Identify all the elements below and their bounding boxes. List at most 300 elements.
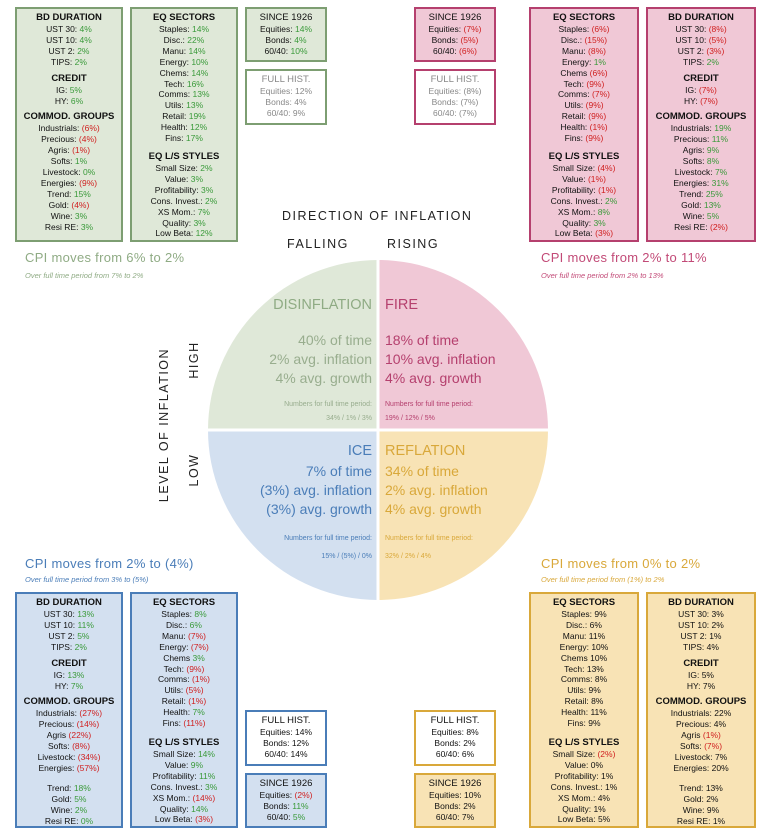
row-value: 9%	[190, 759, 204, 770]
row-value: 12%	[190, 122, 208, 133]
row-value: (27%)	[79, 708, 103, 719]
styles-list	[136, 749, 232, 825]
row-value: (14%)	[192, 792, 216, 803]
row-label: Energy:	[562, 56, 592, 67]
fire-time: 18% of time	[385, 332, 459, 348]
blue-box-equities	[130, 592, 238, 828]
row-label: Health:	[560, 122, 588, 133]
row-value: (11%)	[183, 718, 206, 729]
row-value: (1%)	[702, 730, 721, 741]
yellow-box-bonds-commodities	[646, 592, 756, 828]
row-value: (3%)	[595, 228, 614, 239]
row-label: Industrials:	[35, 708, 78, 719]
data-row	[21, 752, 117, 763]
row-value: (8%)	[588, 45, 606, 56]
row-label: Retail:	[561, 111, 586, 122]
row-value: 7%	[192, 707, 205, 718]
row-value: (8%)	[72, 741, 91, 752]
data-row	[136, 620, 232, 631]
row-label: Low Beta:	[554, 228, 593, 239]
data-row	[652, 783, 750, 794]
row-value: (4%)	[597, 162, 616, 173]
row-label: Tech:	[164, 78, 185, 89]
row-value: 2%	[706, 793, 719, 804]
row-value: 1%	[601, 770, 614, 781]
section-title: EQ SECTORS	[552, 597, 616, 608]
row-label: Bonds:	[265, 34, 292, 45]
row-label: UST 2:	[680, 630, 707, 641]
row-value: 10%	[290, 45, 308, 56]
ice-time: 7% of time	[305, 463, 372, 479]
row-label: Utils:	[564, 100, 584, 111]
row-label: Wine:	[682, 210, 705, 221]
row-label: Fins:	[162, 718, 181, 729]
row-label: Bonds:	[431, 34, 459, 45]
row-label: Resi RE:	[674, 221, 708, 232]
row-value: (7%)	[188, 630, 206, 641]
row-value: 12%	[294, 86, 312, 96]
row-label: Retail:	[564, 696, 589, 707]
row-value: (4%)	[71, 199, 90, 210]
bd-list	[21, 609, 117, 653]
row-label: Energy:	[159, 641, 189, 652]
row-label: Precious:	[38, 719, 75, 730]
data-row	[21, 741, 117, 752]
hist-title: FULL HIST.	[261, 715, 311, 726]
data-row	[21, 783, 117, 794]
row-label: Health:	[561, 707, 589, 718]
row-label: Quality:	[159, 803, 189, 814]
row-label: HY:	[686, 680, 701, 691]
row-label: XS Mom.:	[558, 792, 596, 803]
row-value: 0%	[82, 167, 96, 178]
row-value: 25%	[705, 188, 723, 199]
row-value: (7%)	[698, 84, 717, 95]
data-row	[420, 812, 490, 823]
row-label: Livestock:	[42, 167, 81, 178]
ice-note: Numbers for full time period:	[284, 535, 372, 542]
cpi-blue-main: CPI moves from 2% to (4%)	[25, 556, 194, 571]
data-row	[136, 760, 232, 771]
row-label: Small Size:	[155, 162, 198, 173]
row-value: 3%	[711, 609, 724, 619]
data-row	[21, 631, 117, 642]
row-value: (9%)	[585, 133, 604, 144]
row-value: 10%	[590, 652, 608, 663]
row-value: (2%)	[709, 221, 728, 232]
row-label: Low Beta:	[557, 814, 596, 825]
row-label: Energy:	[559, 641, 589, 652]
row-value: (5%)	[708, 34, 727, 45]
row-value: 3%	[205, 781, 218, 792]
row-label: Energies:	[673, 762, 710, 773]
bd-list	[652, 609, 750, 653]
row-label: Gold:	[681, 199, 702, 210]
row-label: XS Mom.:	[558, 206, 596, 217]
fire-full: 19% / 12% / 5%	[385, 415, 435, 422]
row-value: (15%)	[584, 34, 608, 45]
row-value: 11%	[711, 134, 729, 145]
row-label: Industrials:	[670, 123, 712, 134]
row-value: 2%	[200, 162, 213, 173]
row-label: HY:	[683, 95, 698, 106]
row-label: Softs:	[50, 156, 73, 167]
row-value: 22%	[187, 34, 205, 45]
row-value: 1%	[605, 781, 618, 792]
row-value: (34%)	[77, 752, 101, 763]
data-row	[21, 620, 117, 631]
disinflation-inflation: 2% avg. inflation	[269, 351, 372, 367]
data-row	[535, 620, 633, 631]
data-row	[652, 794, 750, 805]
disinflation-note: Numbers for full time period:	[284, 401, 372, 408]
row-label: Agris:	[47, 145, 70, 156]
row-value: 2%	[463, 800, 476, 811]
row-label: Trend:	[679, 188, 704, 199]
section-title: EQ L/S STYLES	[548, 736, 620, 748]
row-label: Comms:	[560, 674, 593, 685]
data-row	[21, 670, 117, 681]
row-label: Value:	[164, 759, 189, 770]
reflation-note: Numbers for full time period:	[385, 535, 473, 542]
row-label: Equities:	[260, 727, 293, 737]
section-title: EQ SECTORS	[152, 597, 216, 608]
data-row	[136, 814, 232, 825]
row-value: 12%	[195, 228, 213, 239]
row-label: 60/40:	[435, 748, 460, 759]
row-value: 5%	[77, 630, 90, 641]
data-row	[652, 708, 750, 719]
row-label: Fins:	[165, 133, 184, 144]
row-label: TIPS:	[51, 56, 73, 67]
row-label: Trend:	[679, 782, 704, 793]
credit-list	[21, 670, 117, 692]
row-label: Tech:	[564, 663, 585, 674]
section-title: EQ L/S STYLES	[148, 150, 220, 162]
row-label: Small Size:	[153, 748, 196, 759]
row-value: 2%	[205, 195, 218, 206]
row-label: Equities:	[428, 24, 462, 34]
row-label: Manu:	[162, 45, 187, 56]
data-row	[652, 730, 750, 741]
row-label: Wine:	[50, 804, 73, 815]
row-value: 22%	[714, 708, 732, 719]
hist-list	[251, 727, 321, 760]
row-label: Cons. Invest.:	[550, 195, 603, 206]
row-value: (1%)	[72, 145, 91, 156]
blue-since-1926	[245, 773, 327, 828]
row-value: 3%	[201, 184, 214, 195]
row-label: Energies:	[38, 762, 75, 773]
cpi-yellow-main: CPI moves from 0% to 2%	[541, 556, 701, 571]
row-value: 9%	[706, 145, 720, 156]
disinflation-time: 40% of time	[298, 332, 372, 348]
row-value: (7%)	[190, 641, 209, 652]
data-row	[535, 696, 633, 707]
row-value: 8%	[466, 727, 479, 737]
row-label: Quality:	[562, 803, 592, 814]
row-value: (4%)	[78, 134, 97, 145]
rising-label: RISING	[387, 237, 440, 251]
row-value: 9%	[706, 804, 720, 815]
data-row	[21, 816, 117, 827]
row-label: Industrials:	[38, 123, 80, 134]
yellow-full-hist	[414, 710, 496, 766]
spacer	[21, 774, 117, 783]
row-value: 5%	[74, 793, 87, 804]
row-label: Precious:	[675, 719, 712, 730]
row-label: Manu:	[562, 45, 586, 56]
data-row	[652, 642, 750, 653]
row-value: (57%)	[76, 762, 100, 773]
data-row	[21, 794, 117, 805]
data-row	[21, 719, 117, 730]
reflation-inflation: 2% avg. inflation	[385, 482, 488, 498]
row-value: 3%	[192, 652, 205, 663]
row-value: 14%	[294, 727, 312, 737]
data-row	[136, 749, 232, 760]
row-value: (22%)	[68, 730, 92, 741]
sectors-list	[136, 609, 232, 729]
data-row	[535, 804, 633, 815]
row-label: Softs:	[679, 741, 702, 752]
blue-box-bonds-commodities	[15, 592, 123, 828]
row-label: IG:	[55, 84, 68, 95]
row-label: Agris	[681, 730, 701, 741]
row-label: 60/40:	[433, 107, 457, 118]
low-label: LOW	[187, 453, 201, 487]
row-value: 10%	[463, 790, 481, 800]
ice-growth: (3%) avg. growth	[266, 501, 372, 517]
data-row	[251, 812, 321, 823]
section-title: EQ L/S STYLES	[148, 736, 220, 748]
row-value: (8%)	[708, 24, 727, 34]
row-label: 60/40:	[266, 107, 291, 118]
row-label: Value:	[564, 759, 589, 770]
row-label: Livestock:	[674, 167, 713, 178]
sectors-list	[535, 609, 633, 729]
row-value: 4%	[713, 719, 727, 730]
row-label: Value:	[164, 173, 189, 184]
high-label: HIGH	[187, 341, 201, 379]
row-value: (5%)	[185, 685, 204, 696]
row-label: Bonds:	[263, 737, 290, 748]
row-label: UST 30:	[46, 24, 78, 34]
since-list	[251, 790, 321, 823]
row-label: Equities:	[259, 790, 293, 800]
row-value: (1%)	[188, 696, 207, 707]
row-label: 60/40:	[264, 748, 289, 759]
row-label: Utils:	[164, 685, 184, 696]
row-label: Trend:	[47, 188, 72, 199]
hist-title: FULL HIST.	[261, 74, 311, 85]
section-title: BD DURATION	[668, 597, 734, 608]
row-value: 7%	[714, 752, 728, 763]
data-row	[652, 620, 750, 631]
data-row	[21, 805, 117, 816]
row-label: Chems:	[159, 67, 189, 78]
row-value: (7%)	[700, 95, 719, 106]
data-row	[136, 642, 232, 653]
row-label: Small Size:	[552, 748, 596, 759]
row-label: TIPS:	[683, 56, 705, 67]
data-row	[535, 653, 633, 664]
row-value: 11%	[77, 619, 94, 630]
row-label: Staples:	[161, 609, 193, 619]
row-label: UST 10:	[46, 34, 78, 45]
row-label: 60/40:	[266, 811, 291, 822]
row-label: Resi RE:	[676, 815, 711, 826]
row-value: (7%)	[704, 741, 723, 752]
row-label: Agris	[46, 730, 67, 741]
data-row	[136, 718, 232, 729]
data-row	[535, 793, 633, 804]
row-value: 5%	[292, 811, 306, 822]
row-label: UST 10:	[44, 619, 76, 630]
row-value: 8%	[597, 206, 610, 217]
row-value: 18%	[73, 782, 91, 793]
row-label: Equities:	[431, 727, 464, 737]
data-row	[136, 631, 232, 642]
row-label: 60/40:	[435, 811, 460, 822]
row-label: Profitability:	[152, 770, 197, 781]
row-value: 6%	[189, 619, 202, 630]
row-value: 7%	[702, 680, 716, 691]
yellow-box-equities	[529, 592, 639, 828]
row-value: 5%	[706, 210, 720, 221]
row-value: 3%	[74, 210, 88, 221]
row-label: IG:	[53, 669, 65, 680]
since-title: SINCE 1926	[259, 778, 313, 789]
row-label: Staples:	[561, 609, 593, 619]
styles-list	[535, 749, 633, 825]
data-row	[652, 816, 750, 827]
row-label: Quality:	[562, 217, 592, 228]
section-title: BD DURATION	[668, 12, 734, 23]
row-value: 16%	[186, 78, 204, 89]
data-row	[420, 738, 490, 749]
row-value: (9%)	[186, 663, 205, 674]
row-value: 14%	[191, 67, 209, 78]
row-value: 4%	[294, 34, 307, 45]
data-row	[652, 631, 750, 642]
row-value: 13%	[586, 663, 604, 674]
data-row	[535, 782, 633, 793]
row-label: Retail:	[161, 696, 186, 707]
data-row	[251, 749, 321, 760]
row-label: Bonds:	[434, 800, 461, 811]
blue-full-hist	[245, 710, 327, 766]
row-value: 1%	[709, 630, 722, 641]
row-label: Manu:	[162, 630, 186, 641]
row-value: 19%	[188, 111, 206, 122]
row-value: (9%)	[585, 100, 604, 111]
row-value: 14%	[294, 24, 312, 34]
row-label: Disc.:	[163, 34, 185, 45]
data-row	[136, 609, 232, 620]
row-label: UST 2:	[48, 630, 75, 641]
row-label: Small Size:	[552, 162, 596, 173]
cpi-green-sub: Over full time period from 7% to 2%	[25, 271, 144, 280]
credit-list	[652, 670, 750, 692]
row-label: Resi RE:	[44, 221, 79, 232]
ice-title: ICE	[347, 443, 372, 459]
row-label: Equities:	[260, 86, 293, 96]
row-label: Wine:	[682, 804, 705, 815]
data-row	[652, 670, 750, 681]
data-row	[652, 609, 750, 620]
fire-title: FIRE	[385, 297, 419, 313]
row-value: 2%	[74, 641, 87, 652]
row-label: UST 30:	[678, 609, 710, 619]
row-value: 10%	[191, 56, 209, 67]
row-label: Industrials:	[670, 708, 712, 719]
row-value: 13%	[705, 782, 723, 793]
fire-growth: 4% avg. growth	[385, 370, 482, 386]
row-label: HY:	[54, 95, 69, 106]
row-label: TIPS:	[683, 641, 705, 652]
row-label: Livestock:	[674, 752, 713, 763]
row-label: IG:	[685, 84, 697, 95]
row-value: (6%)	[81, 123, 100, 134]
row-value: 13%	[703, 199, 721, 210]
row-value: 8%	[194, 609, 207, 619]
hist-title: FULL HIST.	[430, 715, 480, 726]
data-row	[136, 653, 232, 664]
row-label: Fins:	[567, 718, 586, 729]
row-label: 60/40:	[264, 45, 289, 56]
row-label: Equities:	[260, 24, 293, 34]
row-label: Health:	[163, 707, 191, 718]
section-title: EQ L/S STYLES	[548, 150, 620, 162]
row-value: 3%	[193, 217, 206, 228]
row-label: Precious:	[41, 134, 77, 145]
row-label: Cons. Invest.:	[150, 195, 203, 206]
row-value: (14%)	[76, 719, 100, 730]
row-value: (7%)	[459, 107, 477, 118]
row-value: 5%	[701, 669, 714, 680]
data-row	[535, 609, 633, 620]
row-value: 1%	[593, 56, 606, 67]
row-value: 7%	[70, 680, 84, 691]
row-value: (1%)	[587, 173, 606, 184]
row-value: (9%)	[586, 78, 605, 89]
row-value: 2%	[74, 804, 88, 815]
row-value: 14%	[191, 803, 209, 814]
row-label: Disc.:	[560, 34, 583, 45]
data-row	[652, 752, 750, 763]
row-value: (6%)	[459, 45, 477, 56]
row-label: XS Mom.:	[152, 792, 191, 803]
reflation-growth: 4% avg. growth	[385, 501, 482, 517]
row-label: Cons. Invest.:	[150, 781, 203, 792]
data-row	[136, 782, 232, 793]
data-row	[136, 793, 232, 804]
row-label: Gold:	[48, 199, 69, 210]
cpi-green-main: CPI moves from 6% to 2%	[25, 250, 185, 265]
row-value: 20%	[711, 762, 729, 773]
row-label: Energies:	[673, 177, 710, 188]
row-label: Chems	[560, 652, 588, 663]
row-value: 12%	[291, 737, 309, 748]
data-row	[136, 804, 232, 815]
row-value: 7%	[714, 167, 728, 178]
row-value: 8%	[706, 156, 720, 167]
data-row	[535, 685, 633, 696]
row-value: (1%)	[589, 122, 608, 133]
data-row	[652, 805, 750, 816]
row-label: Low Beta:	[155, 228, 194, 239]
